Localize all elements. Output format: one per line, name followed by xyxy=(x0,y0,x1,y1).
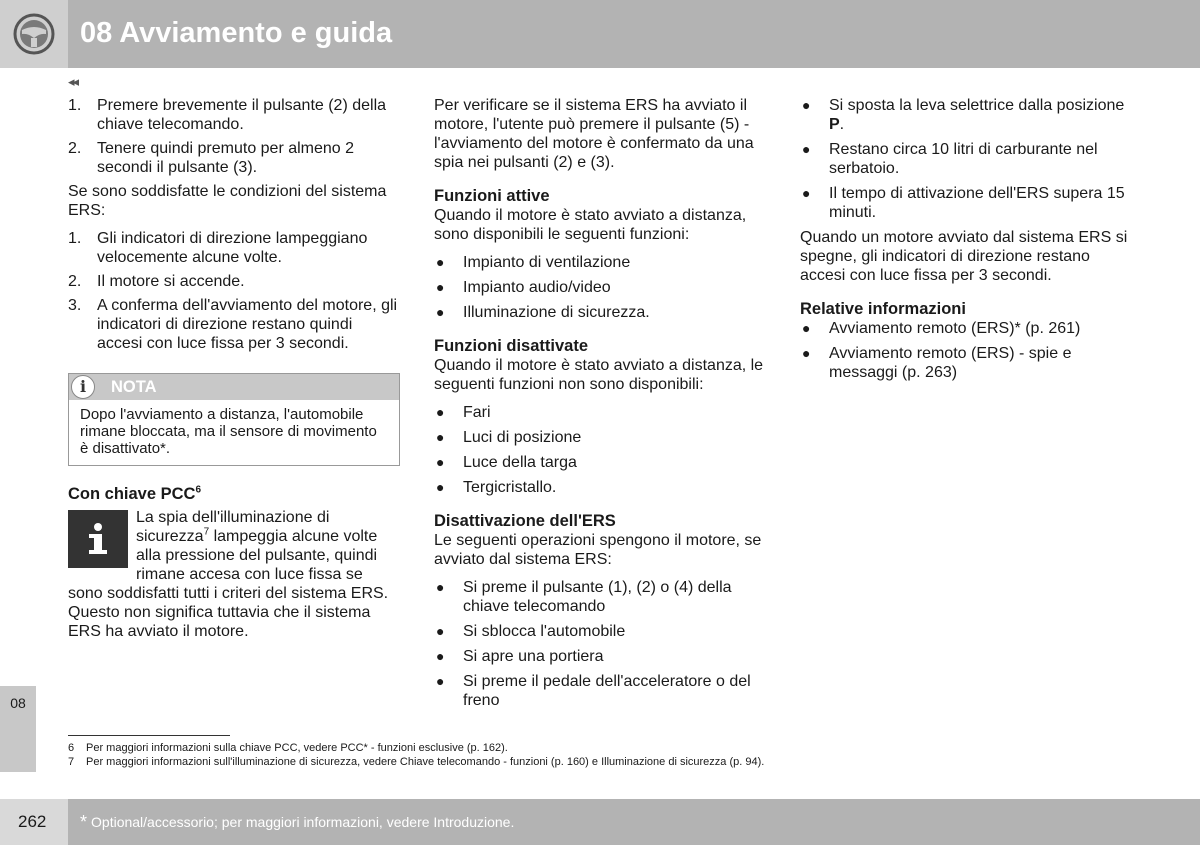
step-text: Gli indicatori di direzione lampeggiano velocemente alcune volte. xyxy=(97,230,368,266)
step-number: 1. xyxy=(68,230,82,247)
footer-note-text: Optional/accessorio; per maggiori informazioni, vedere Introduzione. xyxy=(91,814,515,830)
step-number: 1. xyxy=(68,97,82,114)
list-item-text: Restano circa 10 litri di carburante nel serbatoio. xyxy=(829,141,1098,177)
list-item-tail: . xyxy=(839,116,845,133)
steps-list-b xyxy=(68,229,400,353)
footnote-ref[interactable]: 7 xyxy=(203,526,210,538)
footnotes xyxy=(68,741,764,769)
list-item-text: Illuminazione di sicurezza. xyxy=(463,304,650,321)
section-heading-deactivation: Disattivazione dell'ERS xyxy=(434,512,616,530)
step-number: 2. xyxy=(68,140,82,157)
list-item-text: Tergicristallo. xyxy=(463,479,557,496)
note-body: Dopo l'avviamento a distanza, l'automobile rimane bloccata, ma il sensore di movimento è disattivato*. xyxy=(80,406,377,457)
bullet-icon: ● xyxy=(436,254,445,270)
related-link-text[interactable]: Avviamento remoto (ERS) - spie e messaggi (p. 263) xyxy=(829,345,1072,381)
list-item-text: Luci di posizione xyxy=(463,429,582,446)
bullet-icon: ● xyxy=(436,429,445,445)
paragraph: Se sono soddisfatte le condizioni del sistema ERS: xyxy=(68,183,387,219)
bullet-icon: ● xyxy=(436,479,445,495)
steering-wheel-icon xyxy=(0,0,68,68)
list-item-text: Impianto audio/video xyxy=(463,279,611,296)
footnote-number: 7 xyxy=(68,756,75,768)
list-item xyxy=(800,96,1136,134)
list-item-text: Luce della targa xyxy=(463,454,577,471)
bullet-icon: ● xyxy=(802,345,811,361)
footnote-text: Per maggiori informazioni sull'illuminazione di sicurezza, vedere Chiave telecomando - funzioni (p. 160) e Illuminazione di sicurezza (p. 94). xyxy=(86,756,765,768)
list-item xyxy=(800,140,1136,178)
list-item xyxy=(434,647,766,666)
active-functions-list xyxy=(434,253,766,322)
note-header xyxy=(69,374,399,400)
info-circle-icon: i xyxy=(71,375,95,399)
footnote-text: Per maggiori informazioni sulla chiave PCC, vedere PCC* - funzioni esclusive (p. 162). xyxy=(86,742,508,754)
list-item-text: Si preme il pedale dell'acceleratore o del freno xyxy=(463,673,751,709)
chapter-icon-box xyxy=(0,0,68,68)
bullet-icon: ● xyxy=(436,648,445,664)
bullet-icon: ● xyxy=(802,185,811,201)
related-link[interactable] xyxy=(800,344,1136,382)
list-item xyxy=(434,403,766,422)
bullet-icon: ● xyxy=(436,673,445,689)
inactive-functions-list xyxy=(434,403,766,497)
paragraph: Quando il motore è stato avviato a distanza, sono disponibili le seguenti funzioni: xyxy=(434,207,747,243)
related-link[interactable] xyxy=(800,319,1136,338)
heading-text: Con chiave PCC xyxy=(68,485,196,503)
section-heading-pcc xyxy=(68,484,400,504)
list-item-text: Il tempo di attivazione dell'ERS supera 15 minuti. xyxy=(829,185,1125,221)
bullet-icon: ● xyxy=(436,304,445,320)
list-item-bold: P xyxy=(829,116,840,133)
step-number: 2. xyxy=(68,273,82,290)
deactivation-list xyxy=(434,578,766,710)
list-item xyxy=(434,578,766,616)
paragraph: Per verificare se il sistema ERS ha avviato il motore, l'utente può premere il pulsante (5) - l'avviamento del motore è confermato da una spia nei pulsanti (2) e (3). xyxy=(434,97,754,171)
column-2 xyxy=(434,96,766,716)
step-text: Premere brevemente il pulsante (2) della chiave telecomando. xyxy=(97,97,387,133)
bullet-icon: ● xyxy=(436,279,445,295)
footer-note xyxy=(80,813,514,832)
deactivation-list-cont xyxy=(800,96,1136,222)
pcc-text-cont: lampeggia alcune volte alla pressione del pulsante, quindi rimane accesa con luce fissa se sono soddisfatti tutti i criteri del sistema ERS. Questo non significa tuttavia che il sistema ERS ha avviato il motore. xyxy=(68,528,389,640)
section-heading-inactive: Funzioni disattivate xyxy=(434,337,589,355)
list-item xyxy=(434,672,766,710)
paragraph: Quando un motore avviato dal sistema ERS si spegne, gli indicatori di direzione restano accesi con luce fissa per 3 secondi. xyxy=(800,229,1128,284)
paragraph: Le seguenti operazioni spengono il motore, se avviato dal sistema ERS: xyxy=(434,532,762,568)
note-box xyxy=(68,373,400,466)
list-item xyxy=(68,96,400,134)
bullet-icon: ● xyxy=(436,579,445,595)
related-links-list xyxy=(800,319,1136,382)
list-item xyxy=(434,622,766,641)
list-item-text: Si sblocca l'automobile xyxy=(463,623,626,640)
page-number: 262 xyxy=(18,812,47,831)
list-item xyxy=(434,278,766,297)
list-item xyxy=(434,453,766,472)
bullet-icon: ● xyxy=(436,623,445,639)
list-item-text: Si sposta la leva selettrice dalla posizione xyxy=(829,97,1125,114)
list-item xyxy=(800,184,1136,222)
bullet-icon: ● xyxy=(802,97,811,113)
asterisk-icon: * xyxy=(80,812,88,832)
column-1 xyxy=(68,96,400,641)
list-item xyxy=(68,272,400,291)
footnote xyxy=(68,755,764,769)
list-item xyxy=(434,478,766,497)
list-item xyxy=(68,139,400,177)
chapter-side-tab-label: 08 xyxy=(10,695,26,711)
bullet-icon: ● xyxy=(436,404,445,420)
note-title: NOTA xyxy=(111,378,157,396)
step-text: Il motore si accende. xyxy=(97,273,245,290)
list-item-text: Fari xyxy=(463,404,491,421)
footnote-divider xyxy=(68,735,230,736)
list-item xyxy=(434,303,766,322)
list-item xyxy=(68,229,400,267)
pcc-text: La spia dell'illuminazione di sicurezza xyxy=(136,509,330,545)
section-heading-related: Relative informazioni xyxy=(800,300,966,318)
list-item-text: Impianto di ventilazione xyxy=(463,254,631,271)
list-item xyxy=(434,253,766,272)
info-icon xyxy=(68,510,128,568)
bullet-icon: ● xyxy=(802,320,811,336)
step-text: Tenere quindi premuto per almeno 2 secondi il pulsante (3). xyxy=(97,140,355,176)
column-3 xyxy=(800,96,1136,388)
chapter-side-tab[interactable] xyxy=(0,686,36,772)
step-text: A conferma dell'avviamento del motore, gli indicatori di direzione restano quindi accesi con luce fissa per 3 secondi. xyxy=(97,297,398,352)
list-item xyxy=(68,296,400,353)
bullet-icon: ● xyxy=(436,454,445,470)
step-number: 3. xyxy=(68,297,82,314)
page-title: 08 Avviamento e guida xyxy=(80,17,393,49)
footnote-number: 6 xyxy=(68,742,75,754)
list-item xyxy=(434,428,766,447)
list-item-text: Si apre una portiera xyxy=(463,648,604,665)
pcc-info-block xyxy=(68,508,400,641)
footnote xyxy=(68,741,764,755)
steps-list-a xyxy=(68,96,400,177)
list-item-text: Si preme il pulsante (1), (2) o (4) della chiave telecomando xyxy=(463,579,732,615)
section-heading-active: Funzioni attive xyxy=(434,187,550,205)
related-link-text[interactable]: Avviamento remoto (ERS)* (p. 261) xyxy=(829,320,1081,337)
footnote-ref[interactable]: 6 xyxy=(195,484,202,496)
paragraph: Quando il motore è stato avviato a distanza, le seguenti funzioni non sono disponibili: xyxy=(434,357,764,393)
bullet-icon: ● xyxy=(802,141,811,157)
back-arrows-icon[interactable]: ◂◂ xyxy=(68,74,78,89)
